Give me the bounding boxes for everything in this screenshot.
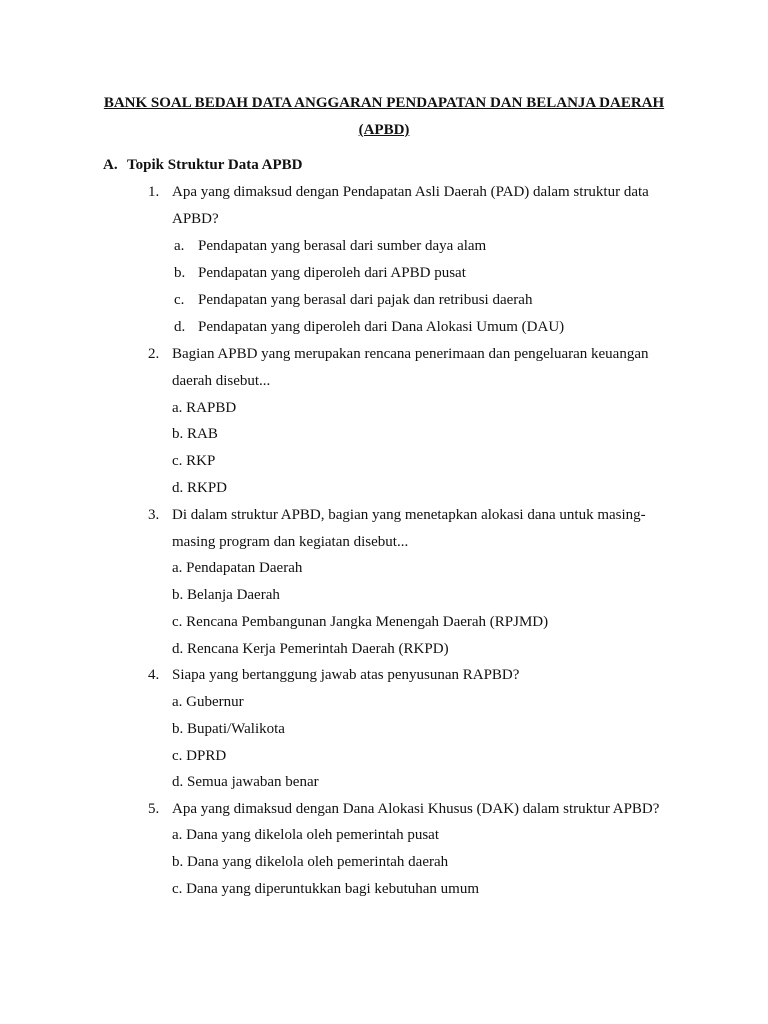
question-5-text-line1: Apa yang dimaksud dengan Dana Alokasi Khusus (DAK) dalam struktur APBD? xyxy=(172,801,660,817)
question-1-text-line1: Apa yang dimaksud dengan Pendapatan Asli Daerah (PAD) dalam struktur data xyxy=(172,184,649,200)
question-5-option-a: a. Dana yang dikelola oleh pemerintah pusat xyxy=(172,827,439,843)
question-2-option-a: a. RAPBD xyxy=(172,400,237,416)
question-4-option-a: a. Gubernur xyxy=(172,694,244,710)
question-3-option-b: b. Belanja Daerah xyxy=(172,587,280,603)
question-1-option-a-letter: a. xyxy=(174,238,185,254)
section-title: Topik Struktur Data APBD xyxy=(127,157,303,173)
question-1-option-c-text: Pendapatan yang berasal dari pajak dan retribusi daerah xyxy=(198,292,533,308)
question-5-option-b: b. Dana yang dikelola oleh pemerintah daerah xyxy=(172,854,449,870)
question-1-option-b-text: Pendapatan yang diperoleh dari APBD pusat xyxy=(198,265,466,281)
question-2-option-d: d. RKPD xyxy=(172,480,228,496)
question-1-text-line2: APBD? xyxy=(172,211,219,227)
question-2-option-c: c. RKP xyxy=(172,453,216,469)
question-3-number: 3. xyxy=(148,507,160,523)
question-4-option-b: b. Bupati/Walikota xyxy=(172,721,285,737)
question-5-option-c: c. Dana yang diperuntukkan bagi kebutuhan umum xyxy=(172,881,480,897)
question-3-text-line1: Di dalam struktur APBD, bagian yang menetapkan alokasi dana untuk masing- xyxy=(172,507,646,523)
question-2-number: 2. xyxy=(148,346,160,362)
question-2-text-line1: Bagian APBD yang merupakan rencana penerimaan dan pengeluaran keuangan xyxy=(172,346,649,362)
question-4-number: 4. xyxy=(148,667,160,683)
question-1-number: 1. xyxy=(148,184,160,200)
question-1-option-d-text: Pendapatan yang diperoleh dari Dana Alokasi Umum (DAU) xyxy=(198,319,565,335)
question-2-text-line2: daerah disebut... xyxy=(172,373,271,389)
question-3-option-c: c. Rencana Pembangunan Jangka Menengah Daerah (RPJMD) xyxy=(172,614,549,630)
question-4-text-line1: Siapa yang bertanggung jawab atas penyusunan RAPBD? xyxy=(172,667,520,683)
question-1-option-b-letter: b. xyxy=(174,265,186,281)
question-3-option-d: d. Rencana Kerja Pemerintah Daerah (RKPD) xyxy=(172,641,449,657)
section-letter: A. xyxy=(103,157,118,173)
question-1-option-c-letter: c. xyxy=(174,292,185,308)
question-4-option-d: d. Semua jawaban benar xyxy=(172,774,319,790)
document-title-line2: (APBD) xyxy=(358,122,410,138)
question-1-option-d-letter: d. xyxy=(174,319,186,335)
document-title-line1: BANK SOAL BEDAH DATA ANGGARAN PENDAPATAN DAN BELANJA DAERAH xyxy=(103,95,665,111)
question-3-option-a: a. Pendapatan Daerah xyxy=(172,560,303,576)
question-1-option-a-text: Pendapatan yang berasal dari sumber daya alam xyxy=(198,238,487,254)
question-3-text-line2: masing program dan kegiatan disebut... xyxy=(172,534,409,550)
question-4-option-c: c. DPRD xyxy=(172,748,227,764)
question-5-number: 5. xyxy=(148,801,160,817)
section-heading xyxy=(103,155,302,175)
question-2-option-b: b. RAB xyxy=(172,426,218,442)
